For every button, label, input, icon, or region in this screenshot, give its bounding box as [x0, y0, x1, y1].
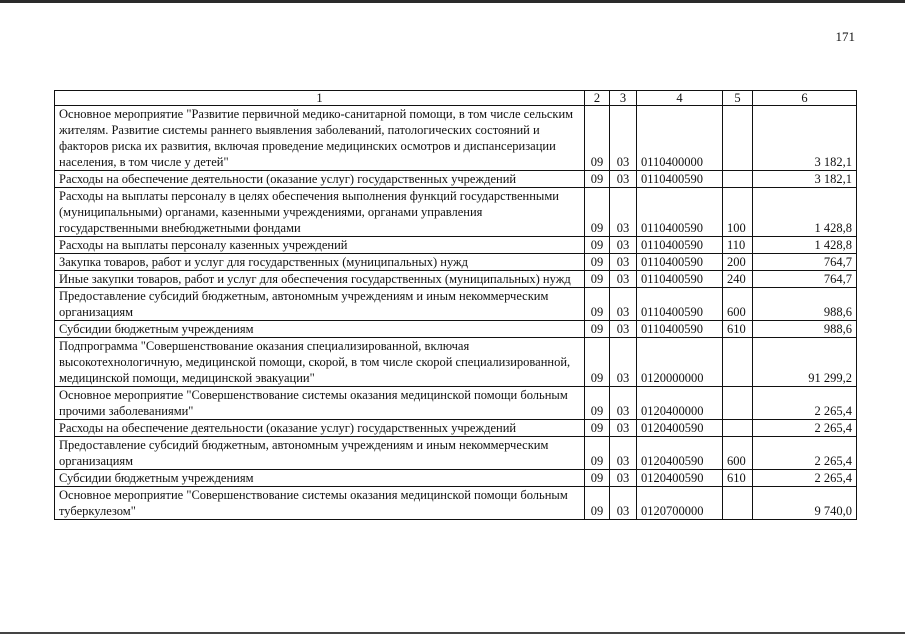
- row-expense-type-cell: [723, 106, 753, 171]
- row-amount-cell: 988,6: [753, 321, 857, 338]
- table-row: [55, 237, 857, 254]
- row-subsection-cell: 03: [610, 171, 637, 188]
- budget-table: [54, 90, 857, 520]
- row-amount-cell: 764,7: [753, 254, 857, 271]
- row-subsection-cell: 03: [610, 254, 637, 271]
- row-target-code-cell: 0120400000: [637, 387, 723, 420]
- row-section-cell: 09: [585, 237, 610, 254]
- row-name-cell: Основное мероприятие "Развитие первичной медико-санитарной помощи, в том числе сельским жителям. Развитие системы раннего выявления заболеваний, патологических состояний и факторов риска их развития, включая проведение медицинских осмотров и диспансеризации населения, в том числе у детей": [55, 106, 585, 171]
- row-name-cell: Иные закупки товаров, работ и услуг для обеспечения государственных (муниципальных) нужд: [55, 271, 585, 288]
- row-expense-type-cell: [723, 420, 753, 437]
- row-name-cell: Основное мероприятие "Совершенствование системы оказания медицинской помощи больным прочими заболеваниями": [55, 387, 585, 420]
- table-row: [55, 437, 857, 470]
- row-target-code-cell: 0110400000: [637, 106, 723, 171]
- row-name-cell: Расходы на выплаты персоналу в целях обеспечения выполнения функций государственными (муниципальными) органами, казенными учреждениями, органами управления государственными внебюджетными фондами: [55, 188, 585, 237]
- row-target-code-cell: 0120700000: [637, 487, 723, 520]
- row-target-code-cell: 0110400590: [637, 288, 723, 321]
- row-name-cell: Предоставление субсидий бюджетным, автономным учреждениям и иным некоммерческим организациям: [55, 437, 585, 470]
- table-row: [55, 106, 857, 171]
- row-section-cell: 09: [585, 437, 610, 470]
- row-name-cell: Подпрограмма "Совершенствование оказания специализированной, включая высокотехнологичную, медицинской помощи, скорой, в том числе скорой специализированной, медицинской помощи, медицинской эвакуации": [55, 338, 585, 387]
- row-amount-cell: 91 299,2: [753, 338, 857, 387]
- row-section-cell: 09: [585, 288, 610, 321]
- row-target-code-cell: 0120400590: [637, 437, 723, 470]
- row-expense-type-cell: 240: [723, 271, 753, 288]
- row-name-cell: Расходы на обеспечение деятельности (оказание услуг) государственных учреждений: [55, 171, 585, 188]
- header-cell-expense-type: 5: [723, 91, 753, 106]
- row-target-code-cell: 0110400590: [637, 237, 723, 254]
- row-expense-type-cell: 100: [723, 188, 753, 237]
- row-amount-cell: 9 740,0: [753, 487, 857, 520]
- row-target-code-cell: 0110400590: [637, 271, 723, 288]
- row-subsection-cell: 03: [610, 106, 637, 171]
- table-row: [55, 338, 857, 387]
- row-amount-cell: 2 265,4: [753, 437, 857, 470]
- row-section-cell: 09: [585, 487, 610, 520]
- row-target-code-cell: 0110400590: [637, 188, 723, 237]
- row-amount-cell: 2 265,4: [753, 420, 857, 437]
- row-amount-cell: 764,7: [753, 271, 857, 288]
- row-target-code-cell: 0110400590: [637, 321, 723, 338]
- row-name-cell: Субсидии бюджетным учреждениям: [55, 321, 585, 338]
- row-expense-type-cell: 110: [723, 237, 753, 254]
- row-amount-cell: 1 428,8: [753, 188, 857, 237]
- row-section-cell: 09: [585, 470, 610, 487]
- row-section-cell: 09: [585, 171, 610, 188]
- header-cell-name: 1: [55, 91, 585, 106]
- row-name-cell: Субсидии бюджетным учреждениям: [55, 470, 585, 487]
- row-expense-type-cell: 200: [723, 254, 753, 271]
- table-row: [55, 288, 857, 321]
- row-target-code-cell: 0110400590: [637, 171, 723, 188]
- table-row: [55, 470, 857, 487]
- row-name-cell: Основное мероприятие "Совершенствование системы оказания медицинской помощи больным туберкулезом": [55, 487, 585, 520]
- row-section-cell: 09: [585, 387, 610, 420]
- row-subsection-cell: 03: [610, 420, 637, 437]
- scan-bottom-edge: [0, 632, 905, 634]
- row-expense-type-cell: [723, 171, 753, 188]
- header-cell-target-code: 4: [637, 91, 723, 106]
- table-row: [55, 254, 857, 271]
- row-subsection-cell: 03: [610, 288, 637, 321]
- row-section-cell: 09: [585, 254, 610, 271]
- row-target-code-cell: 0120400590: [637, 420, 723, 437]
- page-number: 171: [835, 29, 855, 44]
- row-section-cell: 09: [585, 338, 610, 387]
- header-cell-section: 2: [585, 91, 610, 106]
- scan-top-edge: [0, 0, 905, 3]
- row-subsection-cell: 03: [610, 437, 637, 470]
- table-body: [55, 91, 857, 520]
- row-subsection-cell: 03: [610, 387, 637, 420]
- row-subsection-cell: 03: [610, 321, 637, 338]
- row-amount-cell: 3 182,1: [753, 171, 857, 188]
- row-expense-type-cell: 610: [723, 470, 753, 487]
- row-expense-type-cell: 600: [723, 288, 753, 321]
- row-subsection-cell: 03: [610, 470, 637, 487]
- row-expense-type-cell: [723, 487, 753, 520]
- table-row: [55, 420, 857, 437]
- row-section-cell: 09: [585, 106, 610, 171]
- row-amount-cell: 3 182,1: [753, 106, 857, 171]
- header-cell-amount: 6: [753, 91, 857, 106]
- table-row: [55, 171, 857, 188]
- row-amount-cell: 1 428,8: [753, 237, 857, 254]
- row-name-cell: Расходы на обеспечение деятельности (оказание услуг) государственных учреждений: [55, 420, 585, 437]
- row-expense-type-cell: 610: [723, 321, 753, 338]
- row-subsection-cell: 03: [610, 237, 637, 254]
- row-amount-cell: 2 265,4: [753, 387, 857, 420]
- table-row: [55, 321, 857, 338]
- row-subsection-cell: 03: [610, 338, 637, 387]
- row-section-cell: 09: [585, 188, 610, 237]
- row-subsection-cell: 03: [610, 188, 637, 237]
- row-target-code-cell: 0110400590: [637, 254, 723, 271]
- row-name-cell: Расходы на выплаты персоналу казенных учреждений: [55, 237, 585, 254]
- row-name-cell: Закупка товаров, работ и услуг для государственных (муниципальных) нужд: [55, 254, 585, 271]
- row-section-cell: 09: [585, 271, 610, 288]
- table-header-row: [55, 91, 857, 106]
- row-expense-type-cell: 600: [723, 437, 753, 470]
- row-target-code-cell: 0120000000: [637, 338, 723, 387]
- row-expense-type-cell: [723, 338, 753, 387]
- row-name-cell: Предоставление субсидий бюджетным, автономным учреждениям и иным некоммерческим организациям: [55, 288, 585, 321]
- row-subsection-cell: 03: [610, 271, 637, 288]
- table-row: [55, 271, 857, 288]
- row-amount-cell: 2 265,4: [753, 470, 857, 487]
- header-cell-subsection: 3: [610, 91, 637, 106]
- row-target-code-cell: 0120400590: [637, 470, 723, 487]
- row-amount-cell: 988,6: [753, 288, 857, 321]
- table-row: [55, 188, 857, 237]
- row-section-cell: 09: [585, 321, 610, 338]
- table-row: [55, 387, 857, 420]
- row-subsection-cell: 03: [610, 487, 637, 520]
- row-expense-type-cell: [723, 387, 753, 420]
- row-section-cell: 09: [585, 420, 610, 437]
- table-row: [55, 487, 857, 520]
